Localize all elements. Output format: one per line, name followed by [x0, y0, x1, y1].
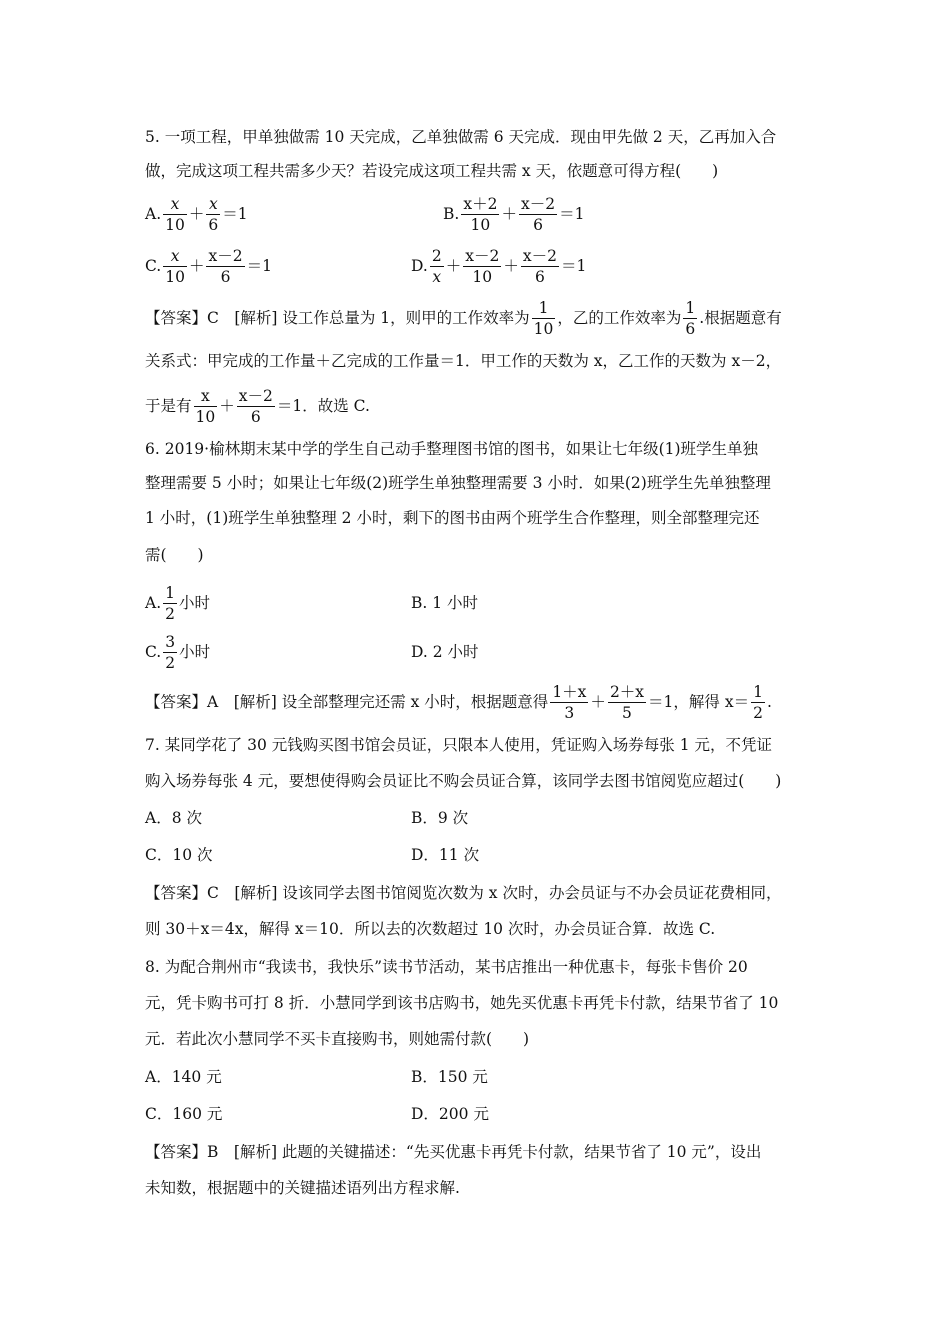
- q7-option-d: D．11 次: [411, 846, 480, 864]
- numerator: 2＋x: [609, 682, 645, 701]
- numerator: x: [163, 194, 187, 215]
- operator: ＋: [445, 257, 462, 275]
- denominator: 3: [564, 703, 575, 722]
- numerator: x: [206, 194, 220, 215]
- q6-option-b: B. 1 小时: [411, 594, 479, 612]
- q5-answer-line1: [145, 296, 782, 340]
- equation-rhs: ＝1: [222, 205, 248, 223]
- q8-option-b: B．150 元: [411, 1068, 488, 1086]
- denominator: 10: [470, 215, 491, 234]
- q7-option-a: A．8 次: [145, 809, 202, 827]
- q5-stem-line1: 5. 一项工程，甲单独做需 10 天完成，乙单独做需 6 天完成．现由甲先做 2 天，乙再加入合: [145, 128, 777, 146]
- denominator: 10: [195, 407, 216, 426]
- q7-stem-line1: 7. 某同学花了 30 元钱购买图书馆会员证，只限本人使用，凭证购入场券每张 1 元，不凭证: [145, 736, 773, 754]
- option-label: A.: [145, 205, 162, 223]
- q8-option-d: D．200 元: [411, 1105, 489, 1123]
- denominator: 6: [685, 319, 696, 338]
- option-label: A.: [145, 594, 162, 612]
- q6-answer: [145, 680, 772, 724]
- answer-text: 于是有: [145, 397, 192, 415]
- q6-stem-line2: 整理需要 5 小时；如果让七年级(2)班学生单独整理需要 3 小时．如果(2)班学生先单独整理: [145, 474, 771, 492]
- q8-stem-line1: 8. 为配合荆州市“我读书，我快乐”读书节活动，某书店推出一种优惠卡，每张卡售价 20: [145, 958, 748, 976]
- numerator: 1: [753, 682, 763, 701]
- numerator: 2: [431, 246, 442, 265]
- answer-text: 【答案】C [解析] 设工作总量为 1，则甲的工作效率为: [145, 309, 530, 327]
- numerator: x－2: [208, 246, 243, 265]
- q5-option-a: [145, 192, 248, 236]
- option-label: C.: [145, 643, 162, 661]
- numerator: x: [194, 386, 218, 407]
- denominator: 2: [753, 703, 763, 722]
- q7-stem-line2: 购入场券每张 4 元，要想使得购会员证比不购会员证合算，该同学去图书馆阅览应超过( ): [145, 772, 782, 790]
- option-label: B.: [443, 205, 460, 223]
- denominator: 2: [165, 653, 176, 672]
- numerator: x－2: [465, 246, 500, 265]
- q5-option-c: [145, 244, 272, 288]
- q5-answer-line2: 关系式：甲完成的工作量＋乙完成的工作量＝1．甲工作的天数为 x，乙工作的天数为 x－2，: [145, 352, 782, 370]
- numerator: 1: [165, 583, 175, 602]
- denominator: 6: [533, 215, 543, 234]
- numerator: 1: [685, 298, 696, 317]
- numerator: x－2: [520, 194, 556, 213]
- numerator: 1: [532, 298, 556, 319]
- q7-option-c: C．10 次: [145, 846, 213, 864]
- equation-rhs: ＝1: [560, 257, 587, 275]
- q8-stem-line3: 元．若此次小慧同学不买卡直接购书，则她需付款( ): [145, 1030, 530, 1048]
- numerator: x: [163, 246, 187, 267]
- q6-option-c: [145, 630, 210, 674]
- denominator: 6: [208, 215, 219, 234]
- numerator: 3: [165, 632, 176, 651]
- denominator: 6: [534, 267, 545, 286]
- denominator: 2: [165, 604, 175, 623]
- numerator: x＋2: [463, 194, 498, 213]
- denominator: 6: [220, 267, 231, 286]
- numerator: x－2: [238, 386, 273, 405]
- operator: ＋: [219, 397, 235, 415]
- denominator: 6: [250, 407, 261, 426]
- answer-text: .根据题意有: [699, 309, 782, 327]
- operator: ＋: [188, 205, 205, 223]
- q8-answer-line1: 【答案】B [解析] 此题的关键描述：“先买优惠卡再凭卡付款，结果节省了 10 元”，设出: [145, 1143, 762, 1161]
- answer-text: .: [766, 693, 772, 711]
- q5-stem-line2: 做，完成这项工程共需多少天？若设完成这项工程共需 x 天，依题意可得方程( ): [145, 162, 719, 180]
- q5-option-b: [443, 192, 584, 236]
- answer-text: ＝1．故选 C.: [276, 397, 370, 415]
- operator: ＋: [501, 205, 517, 223]
- denominator: 10: [472, 267, 493, 286]
- equation-rhs: ＝1: [246, 257, 272, 275]
- unit: 小时: [179, 594, 211, 612]
- q7-answer-line2: 则 30＋x＝4x，解得 x＝10．所以去的次数超过 10 次时，办会员证合算．故选 C.: [145, 920, 716, 938]
- operator: ＋: [188, 257, 205, 275]
- denominator: x: [432, 267, 442, 286]
- denominator: 10: [165, 215, 185, 234]
- q6-option-d: D. 2 小时: [411, 643, 479, 661]
- answer-text: ，乙的工作效率为: [557, 309, 682, 327]
- option-label: C.: [145, 257, 162, 275]
- q6-stem-line4: 需( ): [145, 546, 204, 564]
- unit: 小时: [179, 643, 211, 661]
- operator: ＋: [503, 257, 519, 275]
- answer-text: 【答案】A [解析] 设全部整理完还需 x 小时，根据题意得: [145, 693, 549, 711]
- q6-option-a: [145, 581, 210, 625]
- q5-option-d: [411, 244, 586, 288]
- q8-option-a: A．140 元: [145, 1068, 222, 1086]
- q8-option-c: C．160 元: [145, 1105, 223, 1123]
- q7-answer-line1: 【答案】C [解析] 设该同学去图书馆阅览次数为 x 次时，办会员证与不办会员证花费相同，: [145, 884, 782, 902]
- q5-answer-line3: [145, 384, 370, 428]
- q8-stem-line2: 元，凭卡购书可打 8 折．小慧同学到该书店购书，她先买优惠卡再凭卡付款，结果节省了 10: [145, 994, 779, 1012]
- numerator: 1＋x: [552, 682, 587, 701]
- q7-option-b: B．9 次: [411, 809, 469, 827]
- option-label: D.: [411, 257, 428, 275]
- answer-text: ＝1，解得 x＝: [648, 693, 750, 711]
- denominator: 10: [165, 267, 185, 286]
- numerator: x－2: [522, 246, 557, 265]
- operator: ＋: [590, 693, 606, 711]
- q8-answer-line2: 未知数，根据题中的关键描述语列出方程求解.: [145, 1179, 460, 1197]
- denominator: 10: [533, 319, 554, 338]
- q6-stem-line3: 1 小时，(1)班学生单独整理 2 小时，剩下的图书由两个班学生合作整理，则全部整理完还: [145, 509, 760, 527]
- denominator: 5: [622, 703, 632, 722]
- equation-rhs: ＝1: [559, 205, 585, 223]
- q6-stem-line1: 6. 2019·榆林期末某中学的学生自己动手整理图书馆的图书，如果让七年级(1)班学生单独: [145, 440, 759, 458]
